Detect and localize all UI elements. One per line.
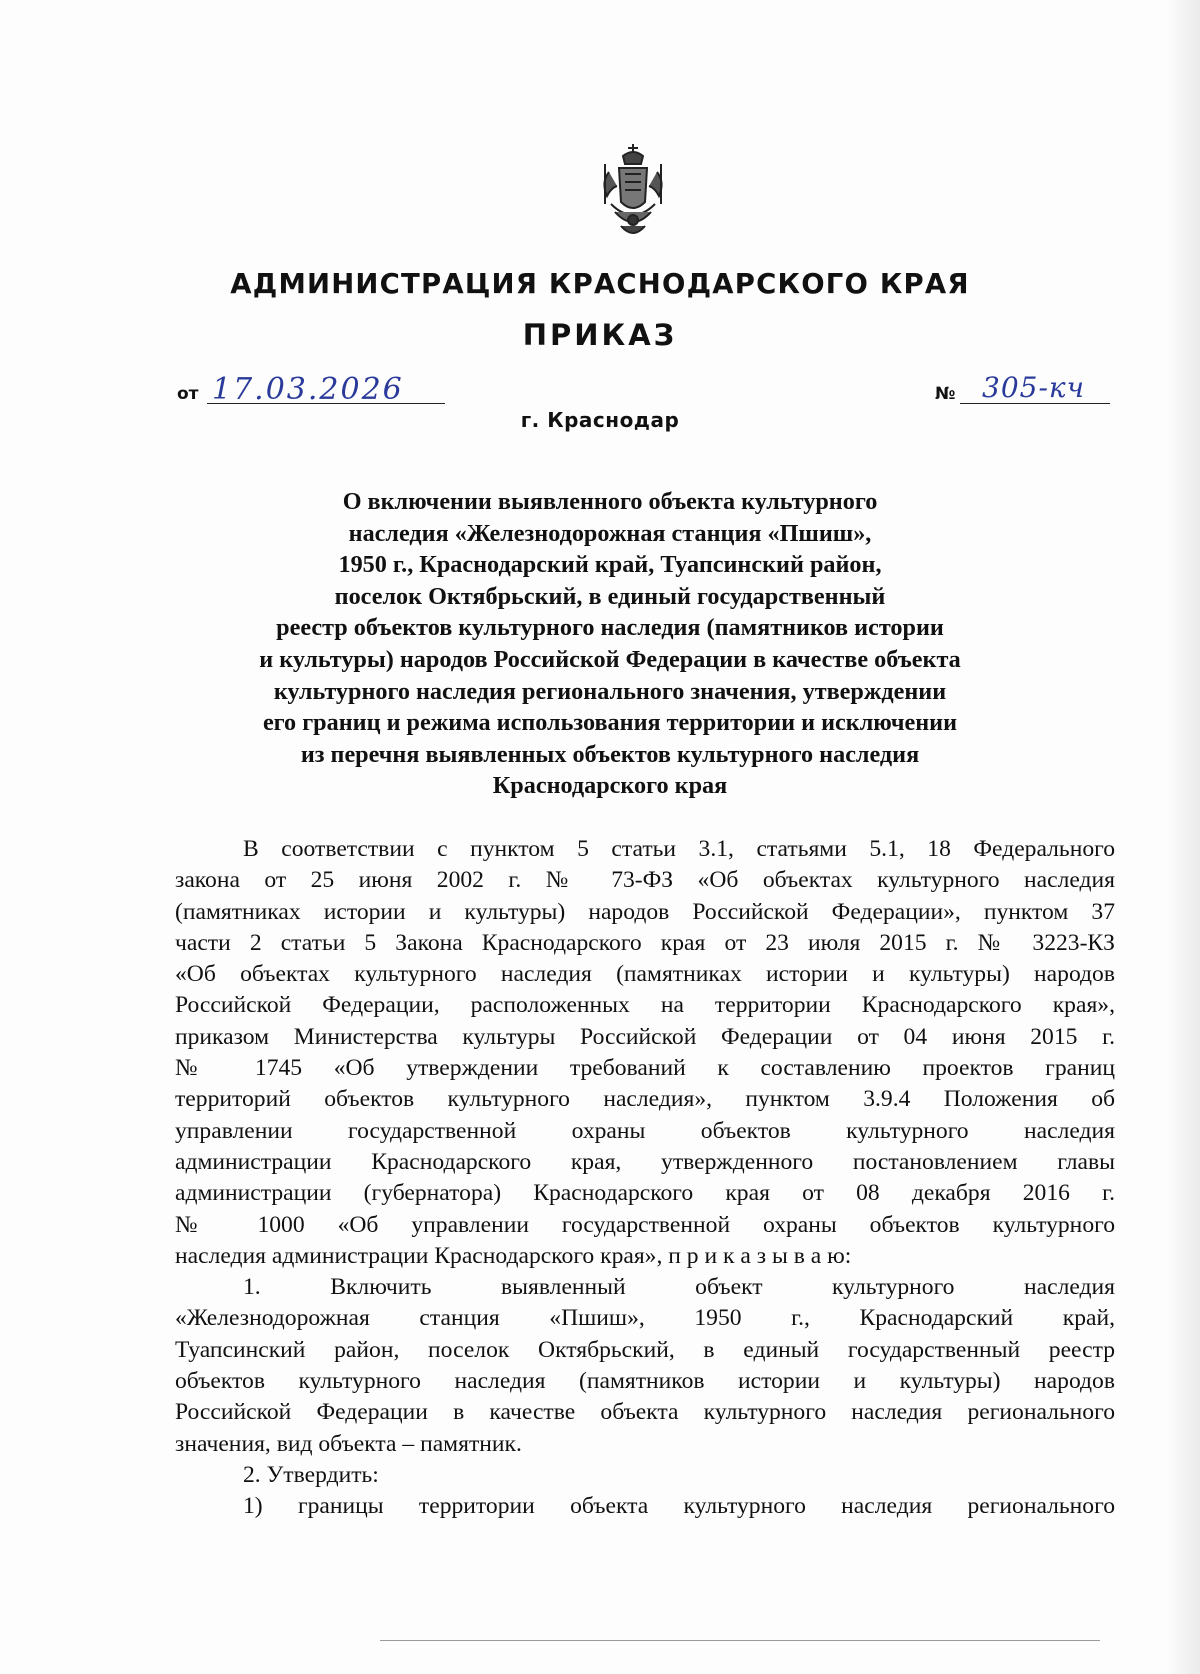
- body-line: управлении государственной охраны объектов культурного наследия: [175, 1117, 1115, 1144]
- body-line: № 1000 «Об управлении государственной охраны объектов культурного: [175, 1211, 1115, 1238]
- footer-divider: [380, 1640, 1100, 1641]
- body-line: 2. Утвердить:: [243, 1461, 379, 1488]
- body-line: № 1745 «Об утверждении требований к составлению проектов границ: [175, 1055, 1115, 1082]
- body-line: «Железнодорожная станция «Пшиш», 1950 г., Краснодарский край,: [175, 1305, 1115, 1332]
- subject-line: реестр объектов культурного наследия (памятников истории: [276, 614, 944, 642]
- document-type-title: ПРИКАЗ: [522, 318, 678, 352]
- body-line: администрации Краснодарского края, утвержденного постановлением главы: [175, 1148, 1115, 1175]
- page-edge-shadow: [1166, 0, 1200, 1674]
- coat-of-arms-icon: [597, 142, 669, 246]
- body-line: Российской Федерации, расположенных на территории Краснодарского края»,: [175, 992, 1115, 1019]
- body-line: В соответствии с пунктом 5 статьи 3.1, статьями 5.1, 18 Федерального: [243, 836, 1115, 862]
- order-subject: [180, 486, 1040, 802]
- body-line: (памятниках истории и культуры) народов Российской Федерации», пунктом 37: [175, 898, 1115, 925]
- body-line: приказом Министерства культуры Российской Федерации от 04 июня 2015 г.: [175, 1023, 1115, 1050]
- subject-line: и культуры) народов Российской Федерации в качестве объекта: [259, 645, 961, 673]
- body-line: закона от 25 июня 2002 г. № 73-ФЗ «Об объектах культурного наследия: [175, 867, 1115, 894]
- subject-line: Краснодарского края: [492, 772, 728, 800]
- body-line: части 2 статьи 5 Закона Краснодарского края от 23 июля 2015 г. № 3223-КЗ: [175, 929, 1115, 956]
- subject-line: поселок Октябрьский, в единый государственный: [334, 582, 886, 610]
- body-line: «Об объектах культурного наследия (памятниках истории и культуры) народов: [175, 961, 1115, 988]
- body-line: Российской Федерации в качестве объекта культурного наследия регионального: [175, 1399, 1115, 1426]
- subject-line: наследия «Железнодорожная станция «Пшиш»,: [348, 519, 872, 547]
- body-line: 1) границы территории объекта культурного наследия регионального: [243, 1493, 1115, 1520]
- number-label: №: [935, 384, 956, 404]
- handwritten-date: 17.03.2026: [212, 372, 404, 407]
- body-line: значения, вид объекта – памятник.: [175, 1430, 522, 1457]
- body-line: администрации (губернатора) Краснодарского края от 08 декабря 2016 г.: [175, 1180, 1115, 1207]
- body-line: наследия администрации Краснодарского края», п р и к а з ы в а ю:: [175, 1242, 852, 1269]
- body-line: территорий объектов культурного наследия», пунктом 3.9.4 Положения об: [175, 1086, 1115, 1113]
- subject-line: 1950 г., Краснодарский край, Туапсинский район,: [338, 551, 882, 579]
- subject-line: О включении выявленного объекта культурного: [342, 488, 878, 515]
- subject-line: из перечня выявленных объектов культурного наследия: [300, 740, 920, 768]
- handwritten-number: 305-кч: [982, 371, 1086, 404]
- city-name: г. Краснодар: [520, 408, 680, 432]
- subject-line: культурного наследия регионального значения, утверждении: [273, 677, 947, 705]
- body-line: объектов культурного наследия (памятников истории и культуры) народов: [175, 1368, 1115, 1395]
- date-label: от: [177, 384, 199, 404]
- body-line: 1. Включить выявленный объект культурного наследия: [243, 1274, 1115, 1301]
- order-body: [175, 834, 1115, 1523]
- body-line: Туапсинский район, поселок Октябрьский, в единый государственный реестр: [175, 1336, 1115, 1363]
- agency-name: АДМИНИСТРАЦИЯ КРАСНОДАРСКОГО КРАЯ: [230, 268, 970, 300]
- subject-line: его границ и режима использования территории и исключении: [262, 709, 958, 737]
